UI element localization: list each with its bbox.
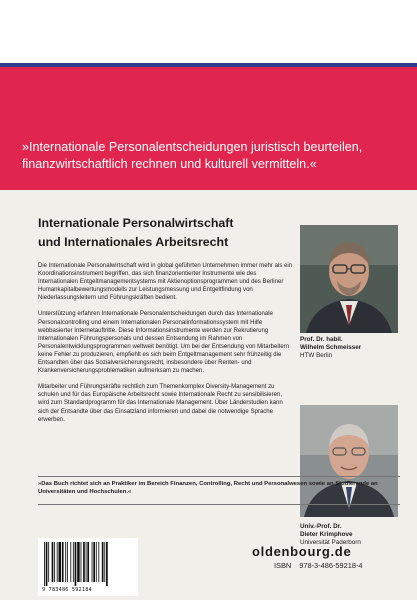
barcode-bar [102,542,104,582]
barcode-bar [48,542,49,582]
author-2-affiliation: Universität Paderborn [300,539,361,547]
author-2-name: Dieter Krimphove [300,531,353,539]
description-paragraph-1: Die Internationale Personalwirtschaft wird in global geführten Unternehmen immer mehr als ein Koordinationsinstrument begriffen, das sich finanzorientierter Instrumente wie des Internationalen Entgeltmanagementsystems mit Aktienoptionsprogrammen und des Berliner Humankapitalbewertungsmodells zur Leistungsmessung und Entgeltfindung von Niederlassungsleitern und Führungskräften bedient. [38,263,293,302]
isbn-number: 978-3-486-59218-4 [299,561,363,570]
blurb-rule-bottom [38,504,400,505]
barcode-bar [104,542,105,582]
barcode-bar [83,542,85,582]
tagline-quote: »Internationale Personalentscheidungen juristisch beurteilen, finanzwirtschaftlich rechnen und kulturell vermitteln.« [22,140,363,171]
description-paragraph-3: Mitarbeiter und Führungskräfte rechtlich zum Themenkomplex Diversity-Management zu schulen und für das Europäische Arbeitsrecht sowie Internationale Recht zu sensibilisieren, wird zum Standardprogramm für das Internationale Management. Über Länderstudien kann sich der Entsandte über das Einsatzland informieren und dabei die notwendige Sprache erwerben. [38,384,283,423]
barcode-bar [77,542,80,582]
barcode-digits: 9 783486 592184 [42,587,92,593]
barcode-bar [65,542,66,582]
barcode-bar [98,542,99,582]
barcode-bar [96,542,97,582]
barcode-bars [42,542,134,586]
barcode-bar [86,542,87,582]
barcode-bar [44,542,45,586]
author-1-caption [300,336,410,361]
barcode-bar [106,542,108,586]
author-2-title: Univ.-Prof. Dr. [300,523,342,530]
barcode-bar [93,542,95,582]
barcode-bar [75,542,77,586]
description-paragraph-2: Unterstützung erfahren Internationale Personalentscheidungen durch das Internationale Personalcontrolling und einem Internationalen Personalinformationssystem mit Hilfe webbasierter Internetauftritte. Diese Informationsinstrumente werden zur Rekrutierung Internationalen Führungspersonals und dessen Entsendung im Rahmen von Personalentwicklungsprogrammen weltweit benötigt. Um bei der Entsendung von Mitarbeitern keine Fehler zu produzieren, empfiehlt es sich beim Entgeltmanagement sehr frühzeitig die Entsandten über das Sozialversicherungsrecht, insbesondere über Renten- und Krankenversicherungsproblematiken aufmerksam zu machen. [38,311,290,375]
barcode-bar [92,542,93,582]
isbn [274,561,363,570]
barcode-bar [70,542,71,582]
author-1-name: Wilhelm Schmeisser [300,344,362,352]
description [38,262,293,432]
publisher-url: oldenbourg.de [252,544,352,559]
barcode-bar [46,542,48,586]
barcode-bar [62,542,64,582]
barcode-bar [87,542,89,582]
isbn-label: ISBN [274,561,292,570]
audience-blurb: »Das Buch richtet sich an Praktiker im Bereich Finanzen, Controlling, Recht und Personalwesen sowie an Studierende an Universitäten und Hochschulen.« [38,481,378,496]
author-photo-2 [300,405,398,517]
barcode-bar [52,542,54,582]
book-title-line-1: Internationale Personalwirtschaft [38,216,234,230]
barcode-bar [57,542,58,582]
barcode-bar [67,542,68,582]
author-photo-1 [300,225,398,333]
book-title-line-2: und Internationales Arbeitsrecht [38,235,229,249]
barcode-bar [81,542,82,582]
quote-band [0,67,417,190]
top-margin [0,0,417,65]
author-1-title: Prof. Dr. habil. [300,336,343,343]
barcode-bar [54,542,55,582]
blurb-rule-top [38,476,400,477]
barcode-bar [73,542,74,582]
barcode-bar [58,542,61,582]
barcode [38,538,138,596]
author-1-affiliation: HTW Berlin [300,352,333,360]
book-title [38,214,288,252]
